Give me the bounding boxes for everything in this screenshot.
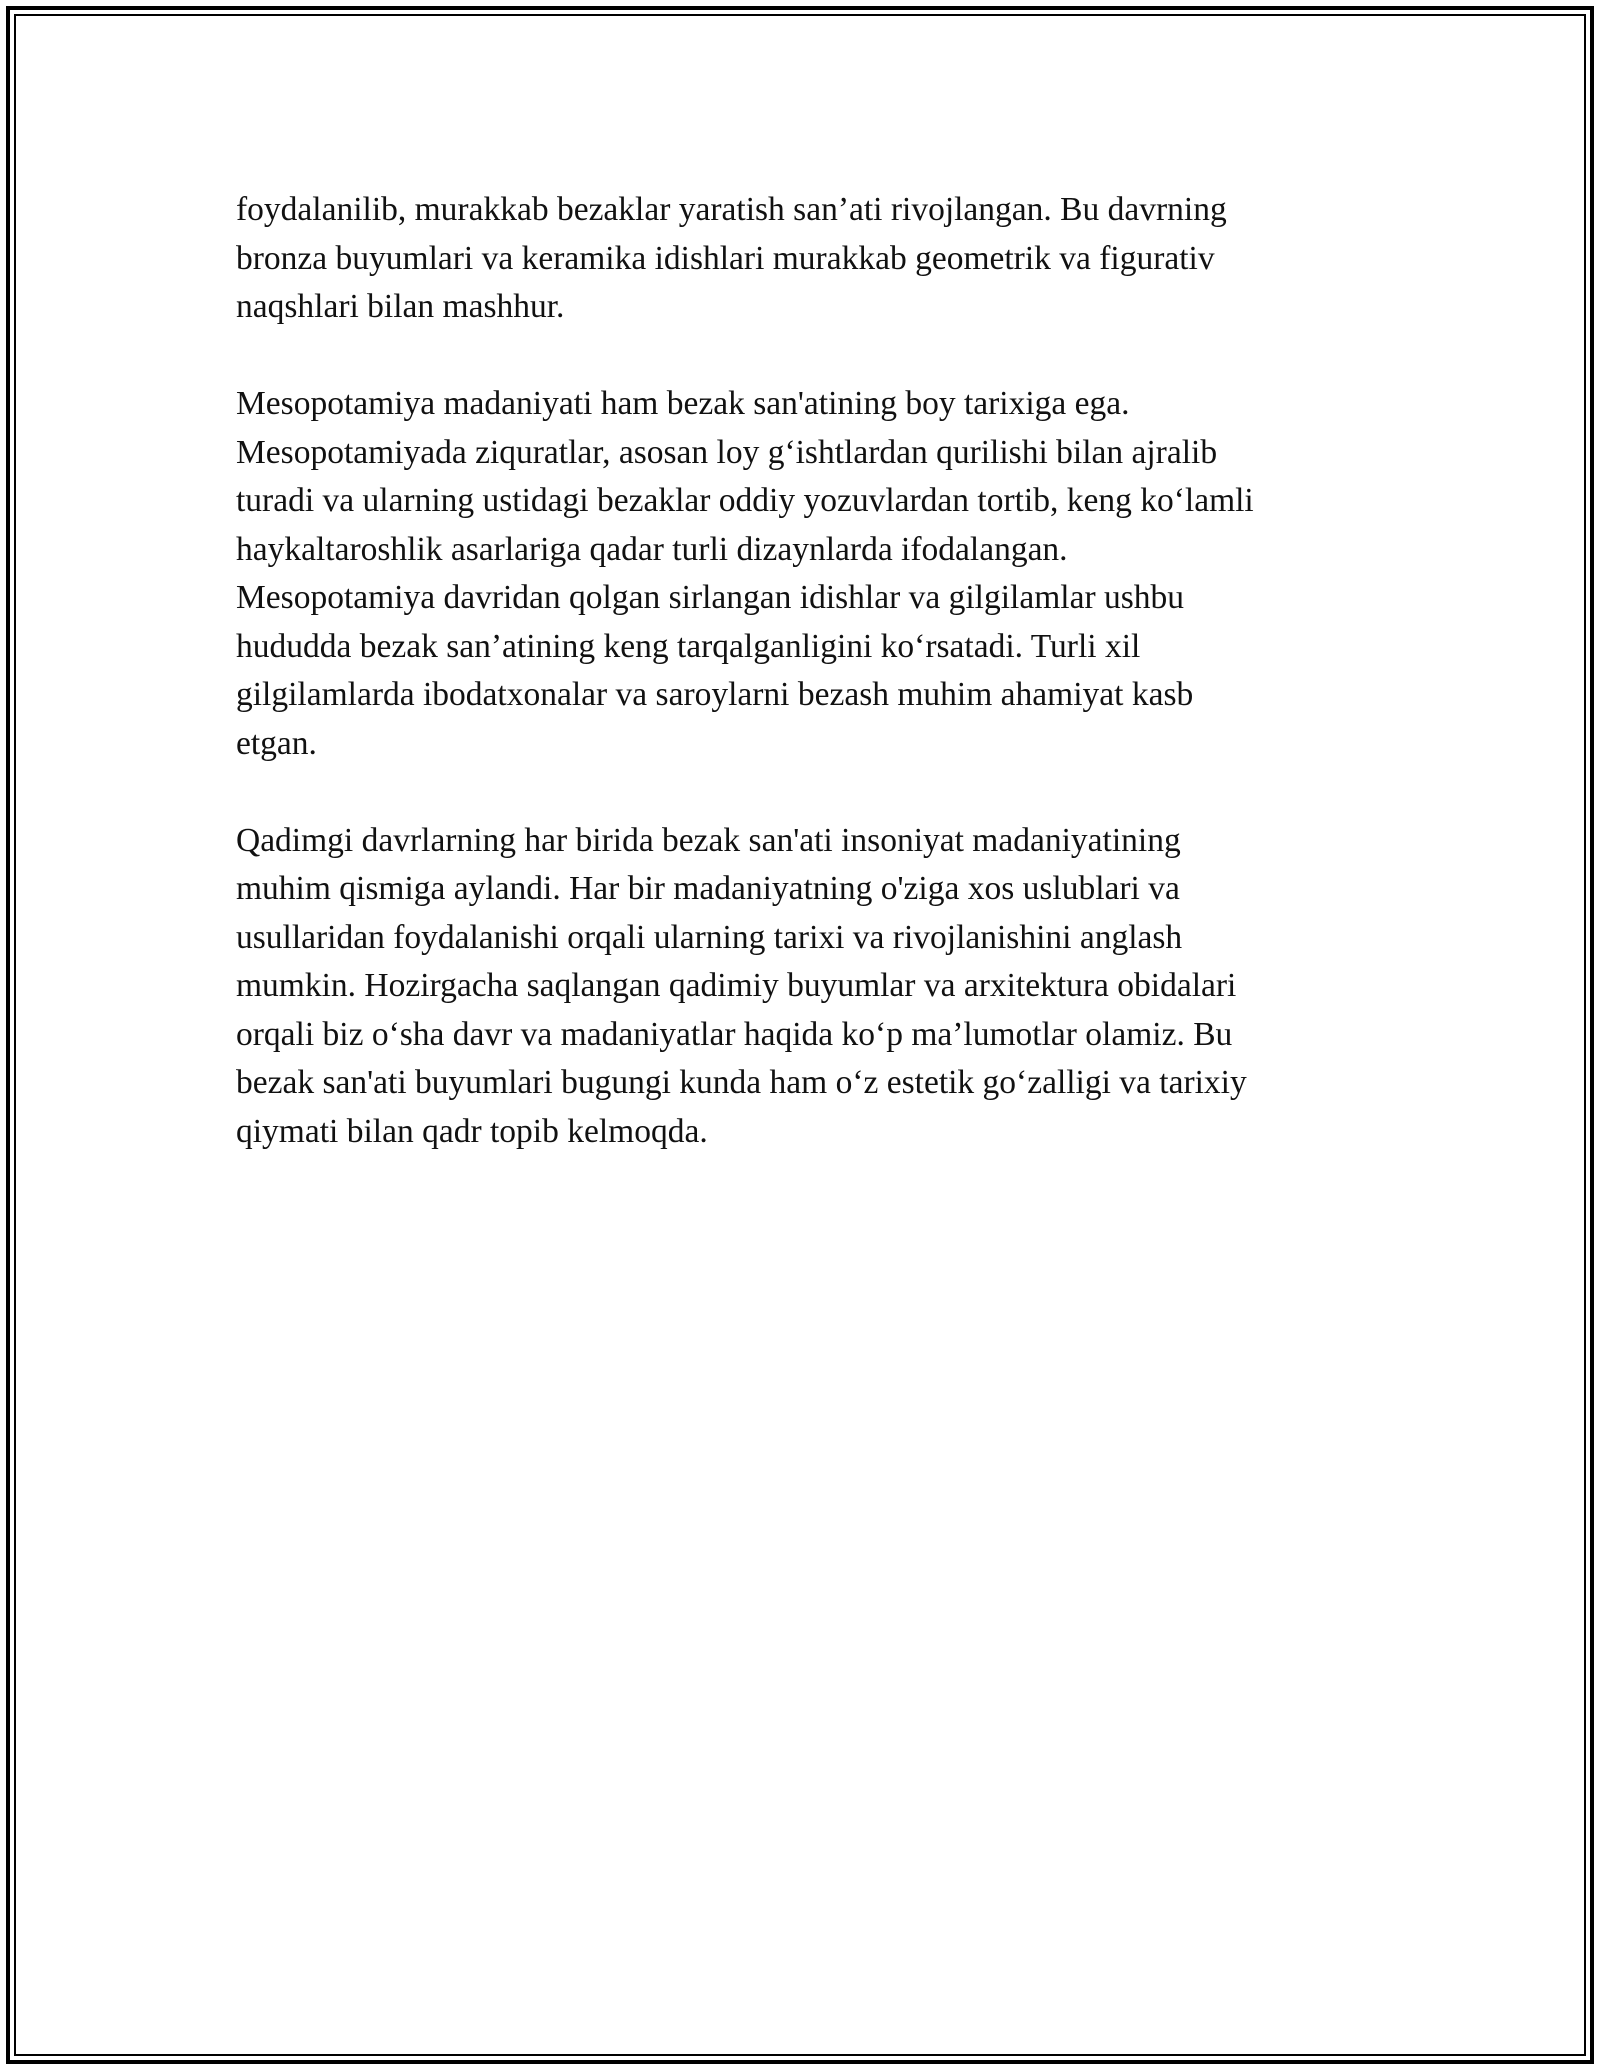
text-line: naqshlari bilan mashhur.: [236, 288, 565, 325]
text-line: bezak san'ati buyumlari bugungi kunda ham o‘z estetik go‘zalligi va tarixiy: [236, 1064, 1247, 1101]
text-line: Mesopotamiya davridan qolgan sirlangan idishlar va gilgilamlar ushbu: [236, 579, 1185, 616]
text-line: gilgilamlarda ibodatxonalar va saroylarni bezash muhim ahamiyat kasb: [236, 676, 1194, 713]
text-line: bronza buyumlari va keramika idishlari murakkab geometrik va figurativ: [236, 239, 1215, 277]
text-line: Qadimgi davrlarning har birida bezak san'ati insoniyat madaniyatining: [236, 821, 1181, 859]
text-line: foydalanilib, murakkab bezaklar yaratish san’ati rivojlangan. Bu davrning: [236, 191, 1227, 228]
paragraph-1: [236, 186, 1366, 332]
text-line: hududda bezak san’atining keng tarqalganligini ko‘rsatadi. Turli xil: [236, 627, 1141, 665]
text-line: mumkin. Hozirgacha saqlangan qadimiy buyumlar va arxitektura obidalari: [236, 967, 1237, 1004]
document-body: [236, 186, 1366, 1156]
text-line: usullaridan foydalanishi orqali ularning tarixi va rivojlanishini anglash: [236, 918, 1183, 956]
text-line: etgan.: [236, 724, 317, 762]
text-line: qiymati bilan qadr topib kelmoqda.: [236, 1112, 708, 1150]
paragraph-3: [236, 817, 1366, 1157]
text-line: Mesopotamiya madaniyati ham bezak san'atining boy tarixiga ega.: [236, 385, 1130, 422]
paragraph-2: [236, 380, 1366, 768]
text-line: haykaltaroshlik asarlariga qadar turli dizaynlarda ifodalangan.: [236, 530, 1068, 568]
text-line: muhim qismiga aylandi. Har bir madaniyatning o'ziga xos uslublari va: [236, 870, 1180, 907]
text-line: orqali biz o‘sha davr va madaniyatlar haqida ko‘p ma’lumotlar olamiz. Bu: [236, 1015, 1233, 1053]
text-line: Mesopotamiyada ziquratlar, asosan loy g‘ishtlardan qurilishi bilan ajralib: [236, 433, 1218, 471]
text-line: turadi va ularning ustidagi bezaklar oddiy yozuvlardan tortib, keng ko‘lamli: [236, 482, 1254, 519]
